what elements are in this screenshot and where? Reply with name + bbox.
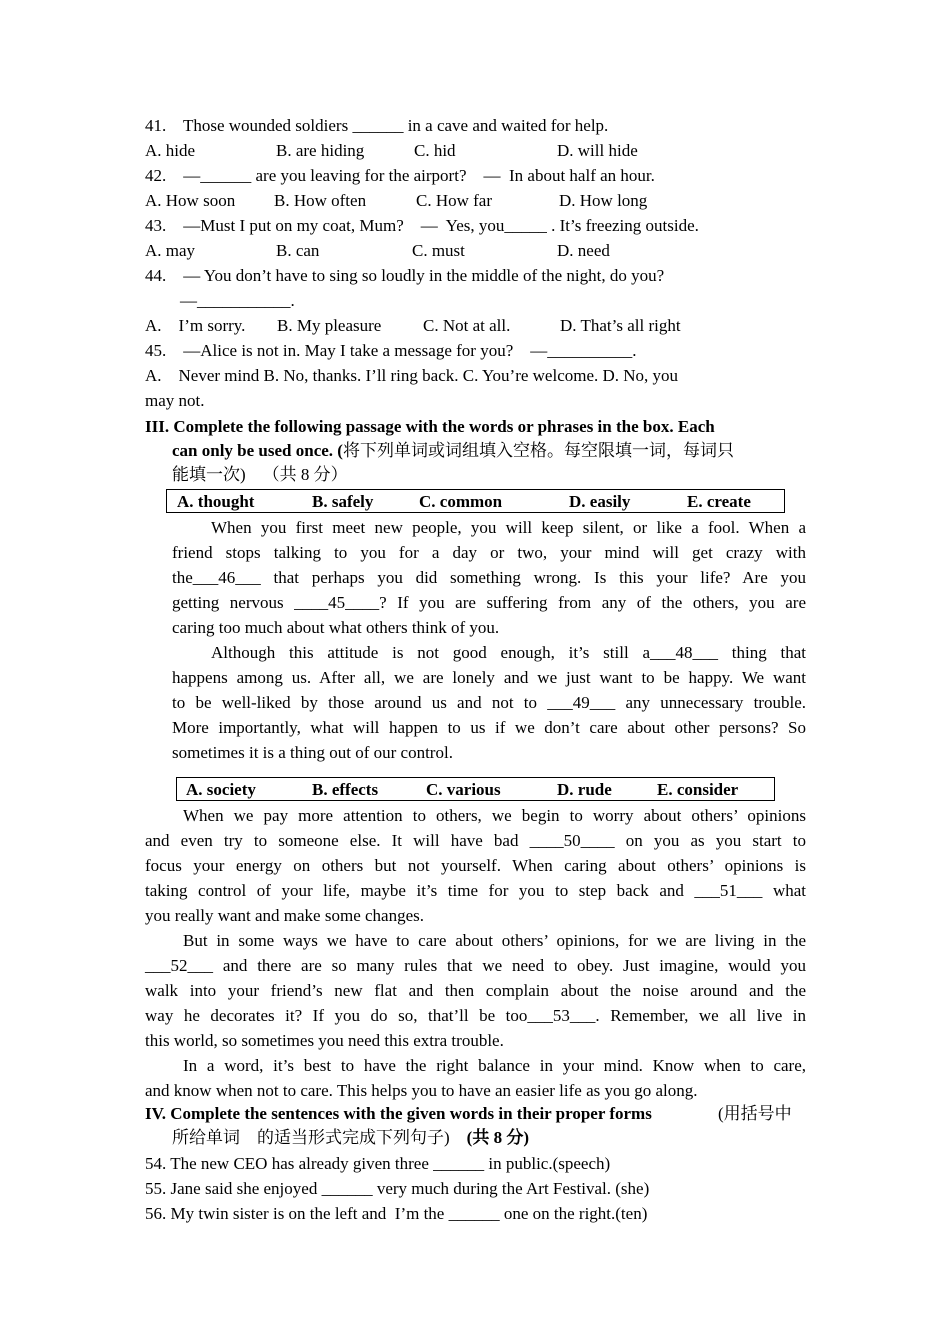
p3-line-2 — [145, 830, 806, 852]
p2-line-2 — [172, 667, 806, 689]
word-box-1-c: C. common — [419, 492, 503, 511]
p4-line-5: this world, so sometimes you need this extra trouble. — [145, 1031, 504, 1050]
p2-line-5: sometimes it is a thing out of our control. — [172, 743, 453, 762]
p2-line-3 — [172, 692, 806, 714]
q44-option-d: D. That’s all right — [560, 316, 681, 335]
p2-line-4 — [172, 717, 806, 739]
word-box-1-b: B. safely — [312, 492, 374, 511]
p1-line-4 — [172, 592, 806, 614]
p4-line-2-text: ___52___ and there are so many rules that we need to obey. Just imagine, would you — [145, 956, 806, 975]
p1-line-4-text: getting nervous ____45____? If you are suffering from any of the others, you are — [172, 593, 806, 612]
section-4-heading-line2-cn: 所给单词 的适当形式完成下列句子) — [172, 1128, 450, 1147]
word-box-1-a: A. thought — [177, 492, 255, 511]
p4-line-3-text: walk into your friend’s new flat and then complain about the noise around and the — [145, 981, 806, 1000]
q41-option-b: B. are hiding — [276, 141, 365, 160]
p4-line-4 — [145, 1005, 806, 1027]
p3-line-3-text: focus your energy on others but not yourself. When caring about others’ opinions is — [145, 856, 806, 875]
p3-line-1-text: When we pay more attention to others, we begin to worry about others’ opinions — [183, 806, 806, 825]
p2-line-1 — [211, 642, 806, 664]
q43-option-d: D. need — [557, 241, 610, 260]
q44-answer-line: —___________. — [180, 291, 295, 310]
section-3-heading-line3: 能填一次) （共 8 分） — [172, 465, 348, 484]
q44-option-c: C. Not at all. — [423, 316, 511, 335]
p3-line-3 — [145, 855, 806, 877]
q43-option-b: B. can — [276, 241, 320, 260]
p3-line-1 — [183, 805, 806, 827]
question-55: 55. Jane said she enjoyed ______ very much during the Art Festival. (she) — [145, 1179, 650, 1198]
word-box-2 — [176, 777, 775, 801]
p3-line-4-text: taking control of your life, maybe it’s time for you to step back and ___51___ what — [145, 881, 806, 900]
q41-option-d: D. will hide — [557, 141, 638, 160]
p2-line-3-text: to be well-liked by those around us and not to ___49___ any unnecessary trouble. — [172, 693, 806, 712]
section-3-heading-line2 — [172, 440, 734, 462]
p4-line-4-text: way he decorates it? If you do so, that’ll be too___53___. Remember, we all live in — [145, 1006, 806, 1025]
question-43: 43. —Must I put on my coat, Mum? — Yes, you_____ . It’s freezing outside. — [145, 216, 699, 235]
p2-line-2-text: happens among us. After all, we are lonely and we just want to be happy. We want — [172, 668, 806, 687]
section-4-heading-cn: (用括号中 — [718, 1104, 792, 1123]
word-box-2-e: E. consider — [657, 780, 739, 799]
p1-line-5: caring too much about what others think of you. — [172, 618, 500, 637]
p4-line-3 — [145, 980, 806, 1002]
p4-line-1-text: But in some ways we have to care about others’ opinions, for we are living in the — [183, 931, 806, 950]
p4-line-2 — [145, 955, 806, 977]
p3-line-5: you really want and make some changes. — [145, 906, 424, 925]
p5-line-1-text: In a word, it’s best to have the right balance in your mind. Know when to care, — [183, 1056, 806, 1075]
q43-option-c: C. must — [412, 241, 465, 260]
word-box-2-c: C. various — [426, 780, 501, 799]
section-3-heading-en: can only be used once. ( — [172, 441, 343, 460]
q45-options-cont: may not. — [145, 391, 205, 410]
q43-option-a: A. may — [145, 241, 196, 260]
p3-line-4 — [145, 880, 806, 902]
section-4-heading-line2 — [172, 1127, 529, 1149]
q41-option-c: C. hid — [414, 141, 456, 160]
word-box-1 — [166, 489, 785, 513]
p2-line-4-text: More importantly, what will happen to us if we don’t care about other persons? So — [172, 718, 806, 737]
section-3-heading: III. Complete the following passage with the words or phrases in the box. Each — [145, 417, 715, 436]
p3-line-2-text: and even try to someone else. It will have bad ____50____ on you as you start to — [145, 831, 806, 850]
p5-line-2: and know when not to care. This helps you to have an easier life as you go along. — [145, 1081, 698, 1100]
q42-option-a: A. How soon — [145, 191, 236, 210]
q44-option-b: B. My pleasure — [277, 316, 382, 335]
question-44: 44. — You don’t have to sing so loudly in the middle of the night, do you? — [145, 266, 665, 285]
word-box-1-d: D. easily — [569, 492, 631, 511]
question-41: 41. Those wounded soldiers ______ in a cave and waited for help. — [145, 116, 609, 135]
p1-line-1-text: When you first meet new people, you will keep silent, or like a fool. When a — [211, 518, 806, 537]
p1-line-2 — [172, 542, 806, 564]
q42-option-b: B. How often — [274, 191, 367, 210]
p1-line-2-text: friend stops talking to you for a day or two, your mind will get crazy with — [172, 543, 806, 562]
section-3-heading-cn: 将下列单词或词组填入空格。每空限填一词，每词只 — [342, 441, 734, 460]
question-56: 56. My twin sister is on the left and I’m the ______ one on the right.(ten) — [145, 1204, 648, 1223]
question-54: 54. The new CEO has already given three ______ in public.(speech) — [145, 1154, 611, 1173]
p1-line-3-text: the___46___ that perhaps you did something wrong. Is this your life? Are you — [172, 568, 806, 587]
question-45: 45. —Alice is not in. May I take a message for you? —__________. — [145, 341, 637, 360]
p2-line-1-text: Although this attitude is not good enough, it’s still a___48___ thing that — [211, 643, 806, 662]
q44-option-a: A. I’m sorry. — [145, 316, 246, 335]
p1-line-1 — [211, 517, 806, 539]
p4-line-1 — [183, 930, 806, 952]
q45-options: A. Never mind B. No, thanks. I’ll ring back. C. You’re welcome. D. No, you — [145, 366, 679, 385]
p5-line-1 — [183, 1055, 806, 1077]
word-box-1-e: E. create — [687, 492, 751, 511]
word-box-2-b: B. effects — [312, 780, 379, 799]
section-4-heading: IV. Complete the sentences with the given words in their proper forms — [145, 1104, 652, 1123]
question-42: 42. —______ are you leaving for the airport? — In about half an hour. — [145, 166, 655, 185]
section-4-score: (共 8 分) — [466, 1128, 529, 1147]
q42-option-d: D. How long — [559, 191, 648, 210]
word-box-2-a: A. society — [186, 780, 256, 799]
word-box-2-d: D. rude — [557, 780, 612, 799]
p1-line-3 — [172, 567, 806, 589]
q42-option-c: C. How far — [416, 191, 493, 210]
q41-option-a: A. hide — [145, 141, 196, 160]
